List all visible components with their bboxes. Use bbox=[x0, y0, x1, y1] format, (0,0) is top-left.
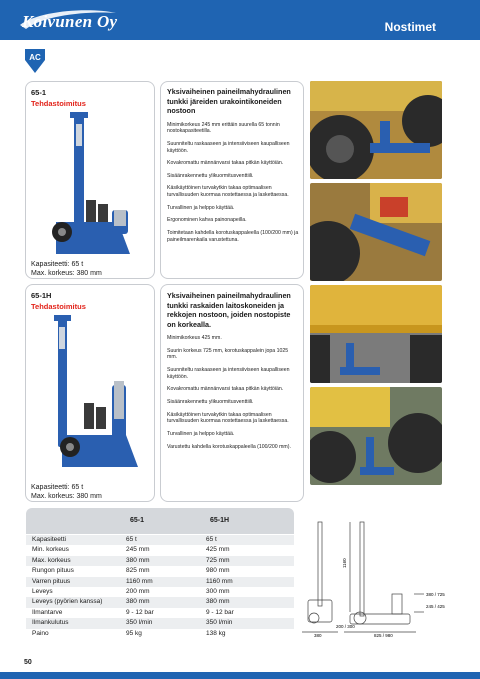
spec-column-header: 65-1 bbox=[130, 517, 145, 524]
table-row bbox=[26, 545, 294, 555]
description-item: Sisäänrakennettu ylikuormitusventtiili. bbox=[167, 172, 254, 179]
description-item: Käsikäyttöinen turvakytkin takaa optimaalisen turvallisuuden kuormaa nostettaessa ja laskettaessa. bbox=[167, 411, 289, 425]
model-name: 65-1 bbox=[31, 88, 47, 97]
jack-65-1H-image bbox=[26, 285, 156, 503]
description-item: Käsikäyttöinen turvakytkin takaa optimaalisen turvallisuuden kuormaa nostettaessa ja laskettaessa. bbox=[167, 185, 289, 199]
spec-table-header bbox=[26, 508, 294, 534]
spec-value: 980 mm bbox=[206, 567, 230, 575]
diagram-label-bottom-left: 380 bbox=[314, 633, 322, 638]
photo-jack-closeup bbox=[310, 183, 442, 281]
spec-label: Min. korkeus bbox=[32, 546, 69, 554]
table-row bbox=[26, 535, 294, 545]
spec-value: 725 mm bbox=[206, 556, 230, 564]
table-row bbox=[26, 608, 294, 618]
footer-bar bbox=[0, 672, 480, 679]
description-title: Yksivaiheinen paineilmahydraulinen tunkki raskaiden laitoskoneiden ja rekkojen nostoon, joiden nostopiste on korkealla. bbox=[167, 291, 291, 329]
ac-badge-icon bbox=[23, 48, 47, 74]
spec-value: 95 kg bbox=[126, 629, 142, 637]
spec-table-body bbox=[26, 534, 294, 639]
spec-label: Rungon pituus bbox=[32, 567, 74, 575]
description-item: Turvallinen ja helppo käyttää. bbox=[167, 204, 235, 211]
spec-value: 65 t bbox=[126, 536, 137, 543]
spec-label: Leveys bbox=[32, 587, 53, 595]
spec-value: 1160 mm bbox=[126, 577, 153, 585]
table-row bbox=[26, 629, 294, 639]
page-header bbox=[0, 0, 480, 40]
description-item: Ergonominen kahva painonapeilla. bbox=[167, 217, 247, 224]
max-height-label: Max. korkeus: 380 mm bbox=[31, 493, 102, 500]
description-item: Suunniteltu raskaaseen ja intensiiviseen kaupalliseen käyttöön. bbox=[167, 140, 290, 154]
table-row bbox=[26, 577, 294, 587]
max-height-label: Max. korkeus: 380 mm bbox=[31, 270, 102, 277]
spec-value: 380 mm bbox=[126, 598, 150, 606]
svg-text:AC: AC bbox=[29, 53, 41, 62]
table-row bbox=[26, 556, 294, 566]
description-title: Yksivaiheinen paineilmahydraulinen tunkki järeiden urakointikoneiden nostoon bbox=[167, 87, 291, 115]
spec-label: Ilmankulutus bbox=[32, 619, 69, 627]
jack-65-1-image bbox=[26, 82, 156, 280]
description-item: Toimitetaan kahdella korotuskappaleella (100/200 mm) ja paineilmarenkaila varustettuna. bbox=[167, 230, 299, 243]
diagram-label-right-top: 380 / 725 bbox=[426, 592, 445, 597]
description-item: Varustettu kahdella korotuskappaleella (100/200 mm). bbox=[167, 443, 291, 450]
description-item: Kovakromattu männänvarsi takaa pitkän käyttöiän. bbox=[167, 386, 284, 393]
spec-column-header: 65-1H bbox=[210, 517, 230, 524]
spec-value: 300 mm bbox=[206, 587, 230, 595]
description-item: Minimikorkeus 245 mm erittäin suurella 65 tonnin nostokapasiteetilla. bbox=[167, 121, 280, 135]
spec-value: 65 t bbox=[206, 536, 217, 543]
spec-label: Paino bbox=[32, 629, 49, 637]
section-title: Nostimet bbox=[384, 20, 436, 34]
brand-logo: Koivunen Oy bbox=[22, 12, 118, 31]
table-row bbox=[26, 618, 294, 628]
spec-value: 380 mm bbox=[126, 556, 150, 564]
diagram-label-right-mid: 245 / 425 bbox=[426, 604, 445, 609]
spec-value: 1160 mm bbox=[206, 577, 233, 585]
description-item: Suunniteltu raskaaseen ja intensiiviseen kaupalliseen käyttöön. bbox=[167, 366, 290, 380]
capacity-label: Kapasiteetti: 65 t bbox=[31, 484, 84, 491]
photo-loader-wheel bbox=[310, 81, 442, 179]
spec-label: Leveys (pyörien kanssa) bbox=[32, 598, 103, 606]
spec-table bbox=[26, 508, 294, 639]
spec-label: Kapasiteetti bbox=[32, 536, 66, 543]
spec-value: 425 mm bbox=[206, 546, 230, 554]
table-row bbox=[26, 587, 294, 597]
diagram-label-bottom-right: 825 / 980 bbox=[374, 633, 393, 638]
description-item: Suurin korkeus 725 mm, korotuskappalein jopa 1025 mm. bbox=[167, 347, 289, 361]
product-desc-card-65-1 bbox=[160, 81, 304, 279]
spec-value: 380 mm bbox=[206, 598, 230, 606]
product-description bbox=[167, 291, 299, 456]
product-card-65-1 bbox=[25, 81, 155, 279]
page-number: 50 bbox=[24, 659, 32, 666]
spec-label: Max. korkeus bbox=[32, 556, 71, 564]
dimension-diagram bbox=[300, 508, 460, 644]
spec-value: 200 mm bbox=[126, 587, 150, 595]
product-description bbox=[167, 87, 299, 249]
delivery-type: Tehdastoimitus bbox=[31, 99, 86, 108]
diagram-label-height: 1160 bbox=[342, 558, 347, 568]
capacity-label: Kapasiteetti: 65 t bbox=[31, 261, 84, 268]
description-item: Sisäänrakennettu ylikuormitusventtiili. bbox=[167, 398, 254, 405]
spec-value: 9 - 12 bar bbox=[206, 608, 234, 616]
spec-label: Varren pituus bbox=[32, 577, 71, 585]
product-desc-card-65-1H bbox=[160, 284, 304, 502]
spec-value: 245 mm bbox=[126, 546, 150, 554]
description-item: Turvallinen ja helppo käyttää. bbox=[167, 430, 235, 437]
product-card-65-1H bbox=[25, 284, 155, 502]
spec-value: 350 l/min bbox=[126, 619, 153, 627]
spec-value: 350 l/min bbox=[206, 619, 233, 627]
photo-loader-jack bbox=[310, 387, 442, 485]
description-item: Kovakromattu männänvarsi takaa pitkän käyttöiän. bbox=[167, 160, 284, 167]
spec-value: 138 kg bbox=[206, 629, 226, 637]
description-item: Minimikorkeus 425 mm. bbox=[167, 335, 222, 341]
spec-value: 825 mm bbox=[126, 567, 150, 575]
table-row bbox=[26, 566, 294, 576]
photo-truck-lift bbox=[310, 285, 442, 383]
spec-label: Ilmantarve bbox=[32, 608, 63, 616]
spec-value: 9 - 12 bar bbox=[126, 608, 154, 616]
delivery-type: Tehdastoimitus bbox=[31, 302, 86, 311]
table-row bbox=[26, 597, 294, 607]
model-name: 65-1H bbox=[31, 291, 52, 300]
diagram-label-bottom-mid: 200 / 300 bbox=[336, 624, 355, 629]
